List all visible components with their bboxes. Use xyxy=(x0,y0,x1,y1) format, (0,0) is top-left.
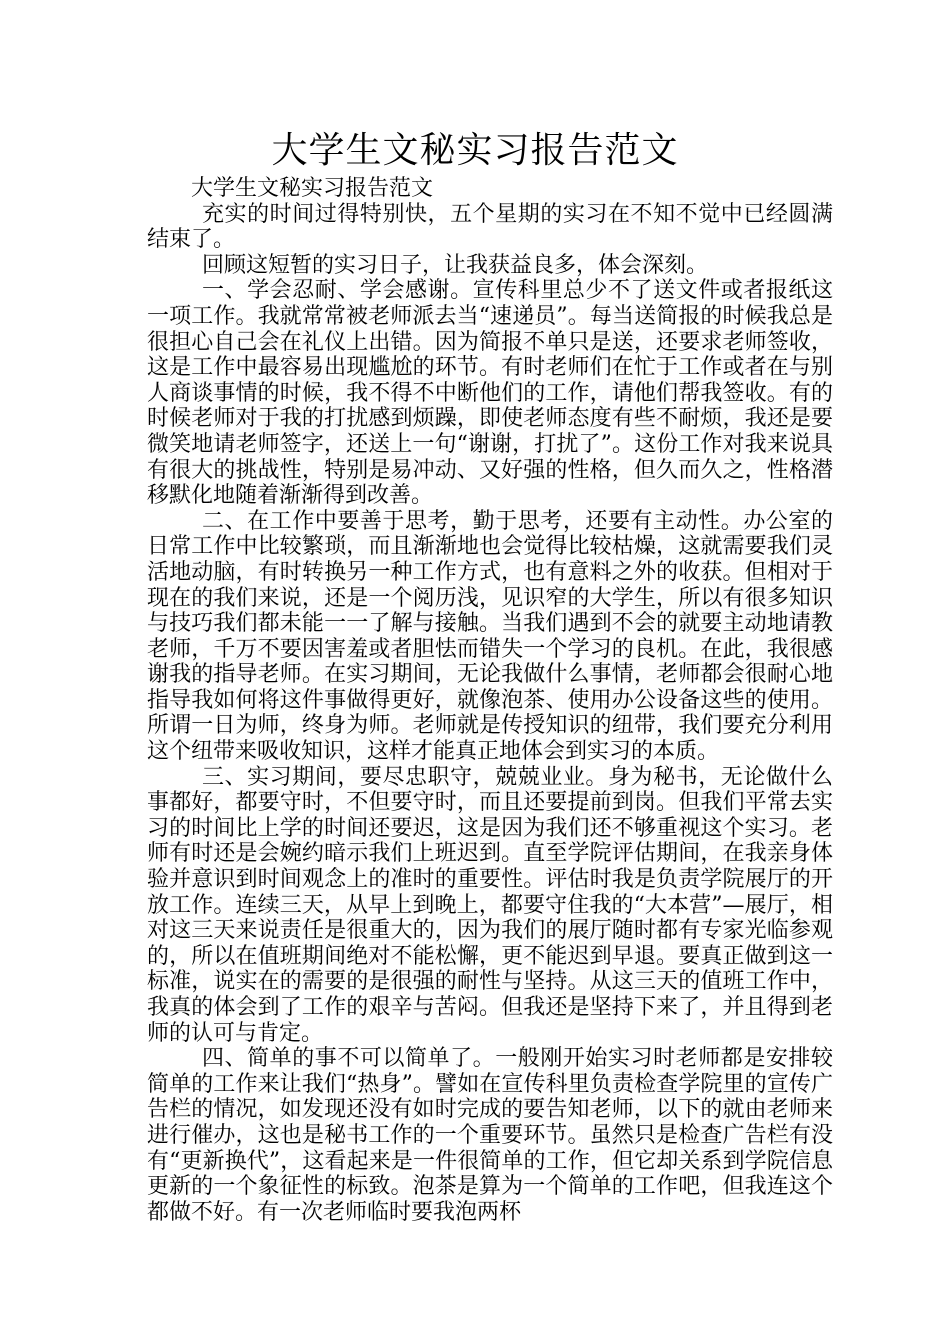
paragraph-section-1: 一、学会忍耐、学会感谢。宣传科里总少不了送文件或者报纸这一项工作。我就常常被老师派去当“速递员”。每当送简报的时候我总是很担心自己会在礼仪上出错。因为简报不单只是送，还要求老师签收，这是工作中最容易出现尴尬的环节。有时老师们在忙于工作或者在与别人商谈事情的时候，我不得不中断他们的工作，请他们帮我签收。有的时候老师对于我的打扰感到烦躁，即使老师态度有些不耐烦，我还是要微笑地请老师签字，还送上一句“谢谢，打扰了”。这份工作对我来说具有很大的挑战性，特别是易冲动、又好强的性格，但久而久之，性格潜移默化地随着渐渐得到改善。 xyxy=(147,278,833,509)
document-body xyxy=(147,176,833,1225)
paragraph-section-3: 三、实习期间，要尽忠职守，兢兢业业。身为秘书，无论做什么事都好，都要守时，不但要守时，而且还要提前到岗。但我们平常去实习的时间比上学的时间还要迟，这是因为我们还不够重视这个实习。老师有时还是会婉约暗示我们上班迟到。直至学院评估期间，在我亲身体验并意识到时间观念上的准时的重要性。评估时我是负责学院展厅的开放工作。连续三天，从早上到晚上，都要守住我的“大本营”—展厅，相对这三天来说责任是很重大的，因为我们的展厅随时都有专家光临参观的，所以在值班期间绝对不能松懈，更不能迟到早退。要真正做到这一标准，说实在的需要的是很强的耐性与坚持。从这三天的值班工作中，我真的体会到了工作的艰辛与苦闷。但我还是坚持下来了，并且得到老师的认可与肯定。 xyxy=(147,764,833,1046)
document-title: 大学生文秘实习报告范文 xyxy=(271,130,679,171)
paragraph-section-2: 二、在工作中要善于思考，勤于思考，还要有主动性。办公室的日常工作中比较繁琐，而且渐渐地也会觉得比较枯燥，这就需要我们灵活地动脑，有时转换另一种工作方式，也有意料之外的收获。但相对于现在的我们来说，还是一个阅历浅，见识窄的大学生，所以有很多知识与技巧我们都未能一一了解与接触。当我们遇到不会的就要主动地请教老师，千万不要因害羞或者胆怯而错失一个学习的良机。在此，我很感谢我的指导老师。在实习期间，无论我做什么事情，老师都会很耐心地指导我如何将这件事做得更好，就像泡茶、使用办公设备这些的使用。所谓一日为师，终身为师。老师就是传授知识的纽带，我们要充分利用这个纽带来吸收知识，这样才能真正地体会到实习的本质。 xyxy=(147,508,833,765)
paragraph-section-4: 四、简单的事不可以简单了。一般刚开始实习时老师都是安排较简单的工作来让我们“热身”。譬如在宣传科里负责检查学院里的宣传广告栏的情况，如发现还没有如时完成的要告知老师，以下的就由老师来进行催办，这也是秘书工作的一个重要环节。虽然只是检查广告栏有没有“更新换代”，这看起来是一件很简单的工作，但它却关系到学院信息更新的一个象征性的标致。泡茶是算为一个简单的工作吧，但我连这个都做不好。有一次老师临时要我泡两杯 xyxy=(147,1046,833,1225)
document-subtitle: 大学生文秘实习报告范文 xyxy=(191,176,434,201)
paragraph-intro: 充实的时间过得特别快，五个星期的实习在不知不觉中已经圆满结束了。 xyxy=(147,201,833,253)
paragraph-review: 回顾这短暂的实习日子，让我获益良多，体会深刻。 xyxy=(202,252,709,278)
